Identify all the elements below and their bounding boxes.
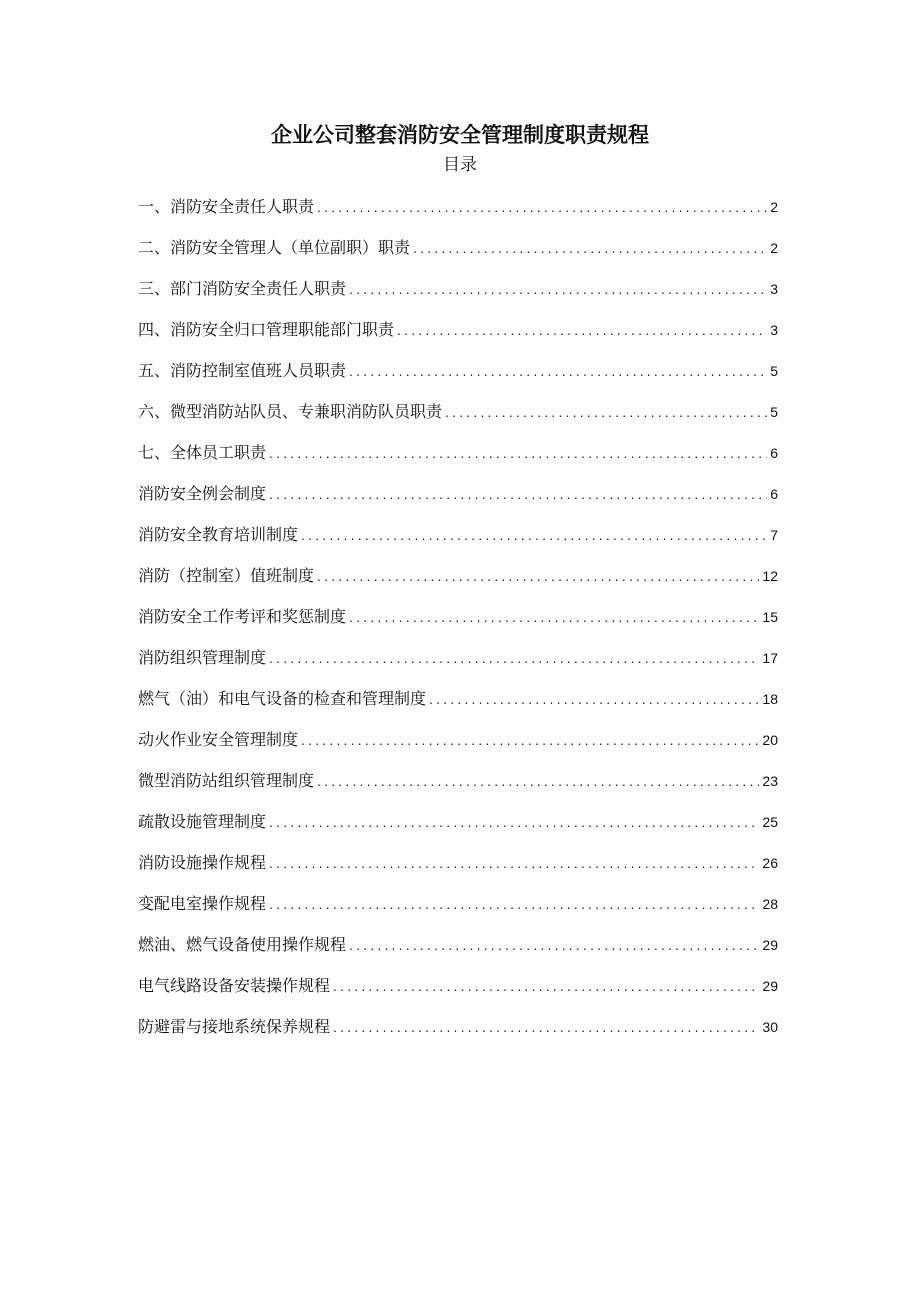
- toc-entry[interactable]: [138, 890, 778, 931]
- toc-entry-page: 3: [770, 281, 778, 297]
- toc-entry-label: 燃油、燃气设备使用操作规程: [138, 935, 347, 954]
- toc-entry-page: 26: [762, 855, 778, 871]
- table-of-contents: [138, 193, 778, 1054]
- toc-entry-label: 五、消防控制室值班人员职责: [138, 361, 347, 380]
- toc-entry[interactable]: [138, 439, 778, 480]
- toc-entry-label: 疏散设施管理制度: [138, 812, 267, 831]
- toc-entry-label: 消防安全工作考评和奖惩制度: [138, 607, 347, 626]
- toc-entry-label: 电气线路设备安装操作规程: [138, 976, 331, 995]
- toc-dot-leader: [445, 398, 767, 426]
- toc-entry[interactable]: [138, 562, 778, 603]
- toc-heading: 目录: [443, 155, 477, 175]
- toc-dot-leader: [413, 234, 767, 262]
- toc-entry-page: 12: [762, 568, 778, 584]
- toc-entry-label: 消防（控制室）值班制度: [138, 566, 315, 585]
- toc-entry[interactable]: [138, 849, 778, 890]
- toc-entry[interactable]: [138, 808, 778, 849]
- toc-entry-label: 微型消防站组织管理制度: [138, 771, 315, 790]
- toc-entry-page: 6: [770, 445, 778, 461]
- toc-entry-page: 29: [762, 937, 778, 953]
- document-title: 企业公司整套消防安全管理制度职责规程: [271, 122, 649, 147]
- toc-dot-leader: [317, 562, 759, 590]
- toc-entry-label: 消防组织管理制度: [138, 648, 267, 667]
- toc-entry-label: 变配电室操作规程: [138, 894, 267, 913]
- toc-dot-leader: [269, 890, 759, 918]
- toc-entry[interactable]: [138, 193, 778, 234]
- toc-entry-page: 23: [762, 773, 778, 789]
- toc-dot-leader: [301, 521, 767, 549]
- toc-dot-leader: [349, 603, 759, 631]
- toc-entry-label: 二、消防安全管理人（单位副职）职责: [138, 238, 411, 257]
- toc-dot-leader: [333, 1013, 759, 1041]
- toc-dot-leader: [317, 767, 759, 795]
- toc-entry-page: 29: [762, 978, 778, 994]
- toc-entry-page: 3: [770, 322, 778, 338]
- toc-entry[interactable]: [138, 521, 778, 562]
- toc-dot-leader: [397, 316, 767, 344]
- toc-entry-page: 6: [770, 486, 778, 502]
- toc-entry-page: 28: [762, 896, 778, 912]
- toc-entry-page: 2: [770, 199, 778, 215]
- toc-entry-label: 三、部门消防安全责任人职责: [138, 279, 347, 298]
- toc-entry-label: 燃气（油）和电气设备的检查和管理制度: [138, 689, 427, 708]
- toc-dot-leader: [349, 931, 759, 959]
- toc-entry[interactable]: [138, 398, 778, 439]
- toc-entry-label: 消防设施操作规程: [138, 853, 267, 872]
- toc-entry-page: 18: [762, 691, 778, 707]
- toc-entry-page: 25: [762, 814, 778, 830]
- toc-dot-leader: [317, 193, 767, 221]
- toc-entry-page: 15: [762, 609, 778, 625]
- toc-dot-leader: [269, 849, 759, 877]
- toc-entry-label: 四、消防安全归口管理职能部门职责: [138, 320, 395, 339]
- toc-entry-label: 六、微型消防站队员、专兼职消防队员职责: [138, 402, 443, 421]
- toc-entry-page: 5: [770, 404, 778, 420]
- toc-dot-leader: [301, 726, 759, 754]
- toc-entry-page: 2: [770, 240, 778, 256]
- toc-dot-leader: [349, 357, 767, 385]
- toc-entry[interactable]: [138, 726, 778, 767]
- toc-entry[interactable]: [138, 1013, 778, 1054]
- toc-entry-label: 防避雷与接地系统保养规程: [138, 1017, 331, 1036]
- toc-entry[interactable]: [138, 767, 778, 808]
- toc-entry[interactable]: [138, 357, 778, 398]
- toc-entry[interactable]: [138, 234, 778, 275]
- toc-entry-page: 5: [770, 363, 778, 379]
- toc-entry-label: 七、全体员工职责: [138, 443, 267, 462]
- toc-entry-page: 30: [762, 1019, 778, 1035]
- toc-dot-leader: [333, 972, 759, 1000]
- toc-entry-label: 一、消防安全责任人职责: [138, 197, 315, 216]
- toc-dot-leader: [269, 439, 767, 467]
- toc-entry-label: 消防安全教育培训制度: [138, 525, 299, 544]
- toc-entry[interactable]: [138, 480, 778, 521]
- toc-entry[interactable]: [138, 316, 778, 357]
- toc-entry[interactable]: [138, 644, 778, 685]
- toc-dot-leader: [269, 808, 759, 836]
- toc-entry-page: 20: [762, 732, 778, 748]
- toc-entry[interactable]: [138, 972, 778, 1013]
- toc-entry[interactable]: [138, 685, 778, 726]
- toc-dot-leader: [269, 480, 767, 508]
- toc-entry-page: 7: [770, 527, 778, 543]
- toc-entry-label: 动火作业安全管理制度: [138, 730, 299, 749]
- toc-dot-leader: [349, 275, 767, 303]
- toc-entry[interactable]: [138, 275, 778, 316]
- toc-dot-leader: [429, 685, 759, 713]
- toc-dot-leader: [269, 644, 759, 672]
- toc-entry[interactable]: [138, 603, 778, 644]
- toc-entry-page: 17: [762, 650, 778, 666]
- toc-entry-label: 消防安全例会制度: [138, 484, 267, 503]
- toc-entry[interactable]: [138, 931, 778, 972]
